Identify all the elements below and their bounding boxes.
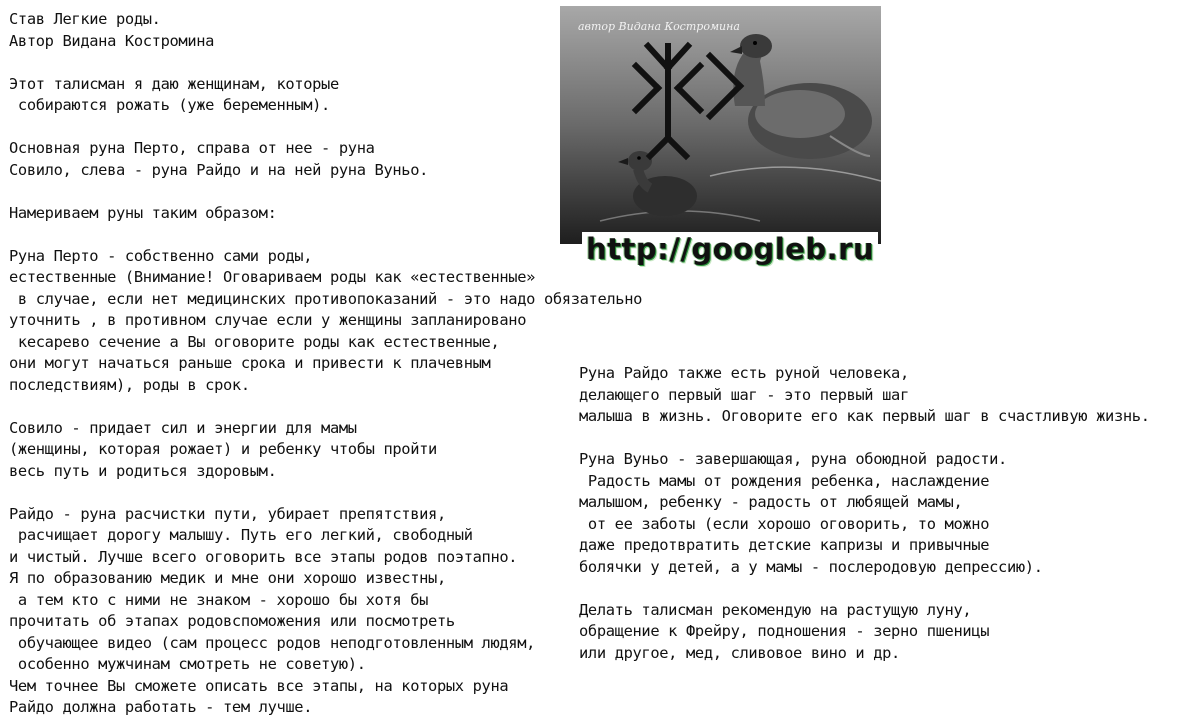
text-line: Райдо должна работать - тем лучше. <box>9 698 313 716</box>
text-line: малыша в жизнь. Оговорите его как первый шаг в счастливую жизнь. <box>579 407 1150 425</box>
text-line: естественные (Внимание! Оговариваем роды как «естественные» <box>9 268 536 286</box>
text-line: Я по образованию медик и мне они хорошо известны, <box>9 569 446 587</box>
text-line: Намериваем руны таким образом: <box>9 203 277 222</box>
paragraph-gap <box>9 52 579 74</box>
duck-illustration <box>560 6 881 244</box>
paragraph-gap <box>579 428 1200 450</box>
text-line: последствиям), роды в срок. <box>9 375 250 394</box>
text-line: расчищает дорогу малышу. Путь его легкий, свободный <box>9 526 473 544</box>
text-line: Совило - придает сил и энергии для мамы <box>9 418 357 437</box>
paragraph-gap <box>579 578 1200 600</box>
text-line: Чем точнее Вы сможете описать все этапы, на которых руна <box>9 676 509 695</box>
text-line: особенно мужчинам смотреть не советую). <box>9 655 366 673</box>
text-line: собираются рожать (уже беременным). <box>9 96 330 114</box>
paragraph-gap <box>9 224 579 246</box>
text-line: Руна Райдо также есть руной человека, <box>579 364 909 382</box>
text-line: кесарево сечение а Вы оговорите роды как естественные, <box>9 332 500 351</box>
author-caption: автор Видана Костромина <box>578 20 740 33</box>
text-line: Основная руна Перто, справа от нее - руна <box>9 139 375 157</box>
text-line: болячки у детей, а у мамы - послеродовую депрессию). <box>579 557 1043 576</box>
left-text-column <box>9 9 643 719</box>
text-line: от ее заботы (если хорошо оговорить, то можно <box>579 514 990 533</box>
text-line: даже предотвратить детские капризы и привычные <box>579 536 990 554</box>
text-line: обращение к Фрейру, подношения - зерно пшеницы <box>579 622 990 640</box>
text-line: малышом, ребенку - радость от любящей мамы, <box>579 493 963 511</box>
text-line: в случае, если нет медицинских противопоказаний - это надо обязательно <box>9 289 643 308</box>
text-line: Руна Перто - собственно сами роды, <box>9 246 313 265</box>
text-line: и чистый. Лучше всего оговорить все этапы родов поэтапно. <box>9 547 518 566</box>
text-line: или другое, мед, сливовое вино и др. <box>579 643 900 662</box>
text-line: Руна Вуньо - завершающая, руна обоюдной радости. <box>579 450 1007 468</box>
text-line: Совило, слева - руна Райдо и на ней руна Вуньо. <box>9 160 429 179</box>
right-text-column <box>579 363 1200 664</box>
text-line: обучающее видео (сам процесс родов неподготовленным людям, <box>9 633 536 652</box>
text-line: Райдо - руна расчистки пути, убирает препятствия, <box>9 504 446 523</box>
text-line: Став Легкие роды. <box>9 10 161 28</box>
text-line: Радость мамы от рождения ребенка, наслаждение <box>579 471 990 490</box>
text-line: (женщины, которая рожает) и ребенку чтобы пройти <box>9 440 437 458</box>
website-url-banner: http://googleb.ru <box>582 232 878 266</box>
text-line: делающего первый шаг - это первый шаг <box>579 385 909 404</box>
duck-photo <box>560 6 881 244</box>
text-line: Этот талисман я даю женщинам, которые <box>9 74 339 93</box>
text-line: весь путь и родиться здоровым. <box>9 461 277 480</box>
paragraph-gap <box>9 396 579 418</box>
text-line: уточнить , в противном случае если у женщины запланировано <box>9 311 527 329</box>
text-line: прочитать об этапах родовспоможения или посмотреть <box>9 612 455 630</box>
paragraph-gap <box>9 117 579 139</box>
text-line: Автор Видана Костромина <box>9 31 215 50</box>
text-line: они могут начаться раньше срока и привести к плачевным <box>9 354 491 372</box>
paragraph-gap <box>9 482 579 504</box>
text-line: а тем кто с ними не знаком - хорошо бы хотя бы <box>9 590 429 609</box>
text-line: Делать талисман рекомендую на растущую луну, <box>579 600 972 619</box>
paragraph-gap <box>9 181 579 203</box>
